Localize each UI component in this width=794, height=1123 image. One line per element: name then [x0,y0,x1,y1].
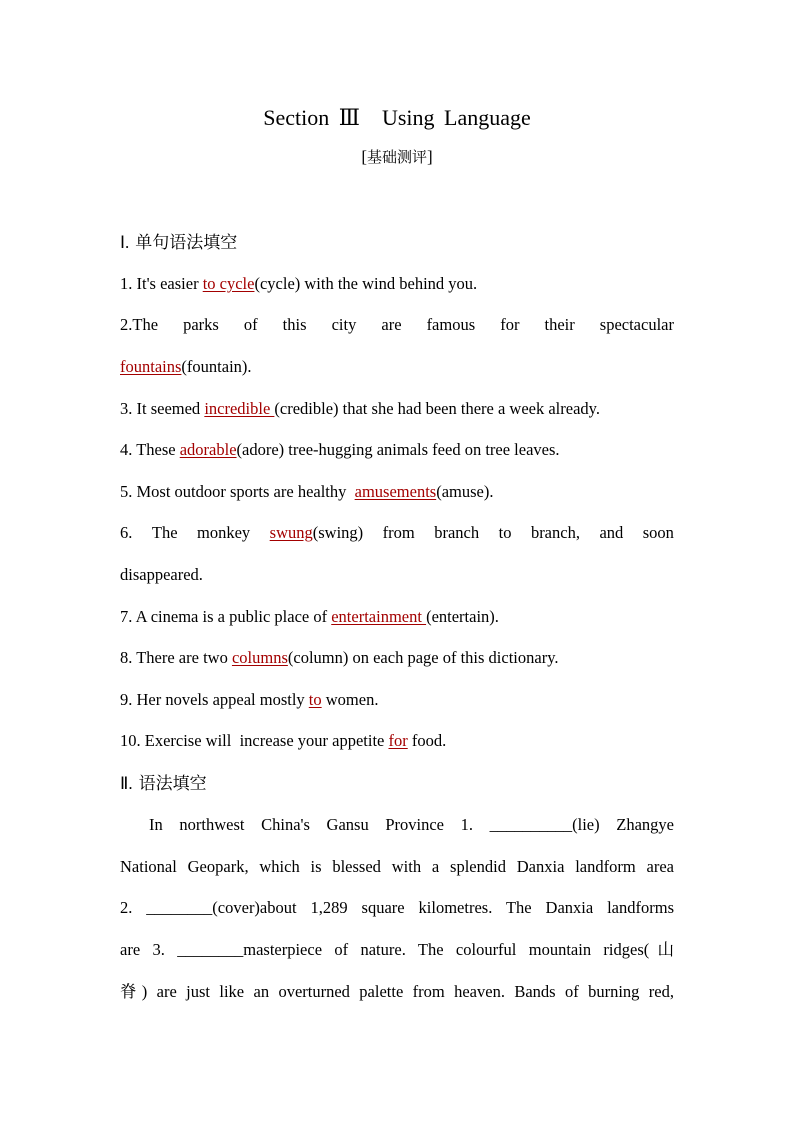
line-text: from [382,523,415,542]
answer: incredible [204,399,275,418]
line-text: (adore) tree-hugging animals feed on tree leaves. [236,440,560,459]
exercise-line [120,521,674,545]
line-text: 7. A cinema is a public place of [120,607,332,626]
line-text: monkey [197,523,251,542]
answer: fountains [120,357,182,376]
line-text: soon [642,523,674,542]
line-text: (entertain). [426,607,499,626]
line-text: The [151,523,178,542]
line-text: 4. These [120,440,180,459]
exercise-line [120,646,674,670]
line-text: (column) on each page of this dictionary. [287,648,559,667]
section-heading-text: 单句语法填空 [135,233,238,253]
line-text: (cycle) with the wind behind you. [254,274,478,293]
page-subtitle [0,145,794,169]
line-text: (credible) that she had been there a week already. [274,399,600,418]
passage-line: In northwest China's Gansu Province 1. __________(lie) Zhangye [120,815,674,834]
answer: to [308,690,322,709]
subtitle-text: 基础测评 [366,148,427,166]
exercise-line [120,688,674,712]
exercise-line: disappeared. [120,565,203,584]
exercise-line: 2.The parks of this city are famous for their spectacular [120,315,674,334]
line-text: (amuse). [436,482,494,501]
exercise-line [120,729,674,753]
page-title: Section Ⅲ Using Language [263,105,531,130]
line-text: 10. Exercise will increase your appetite [120,731,389,750]
answer: swung [269,523,313,542]
line-text: 8. There are two [120,648,232,667]
answer: for [388,731,408,750]
line-text: and [599,523,624,542]
exercise-line [120,605,674,629]
passage-line: National Geopark, which is blessed with a splendid Danxia landform area [120,857,674,876]
answer: adorable [179,440,237,459]
line-text: branch [434,523,480,542]
line-text: 6. [120,523,133,542]
passage-line: 脊) are just like an overturned palette from heaven. Bands of burning red, [120,982,674,1001]
line-text: women. [321,690,379,709]
line-text: 9. Her novels appeal mostly [120,690,309,709]
exercise-line [120,480,674,504]
subtitle-bracket-close: ] [427,147,433,166]
section-heading-part1 [120,231,237,255]
line-text: 3. It seemed [120,399,205,418]
exercise-line [120,438,674,462]
line-text: to [498,523,512,542]
exercise-line [120,355,674,379]
answer: to cycle [202,274,255,293]
line-text: (fountain). [181,357,252,376]
line-text: 5. Most outdoor sports are healthy [120,482,355,501]
line-text: branch, [530,523,580,542]
passage-line: 2. ________(cover)about 1,289 square kilometres. The Danxia landforms [120,898,674,917]
exercise-line [120,397,674,421]
answer: columns [231,648,288,667]
line-text: food. [407,731,447,750]
section-heading-part2 [120,772,207,796]
section-numeral: Ⅱ. [120,774,133,793]
answer: amusements [354,482,437,501]
passage-line: are 3. ________masterpiece of nature. The colourful mountain ridges(山 [120,940,674,959]
answer: entertainment [331,607,427,626]
exercise-line [120,272,674,296]
line-text: 1. It's easier [120,274,203,293]
subtitle-bracket-open: [ [361,147,367,166]
section-numeral: Ⅰ. [120,233,130,252]
line-text: swung(swing) [269,523,364,542]
section-heading-text: 语法填空 [138,774,207,794]
